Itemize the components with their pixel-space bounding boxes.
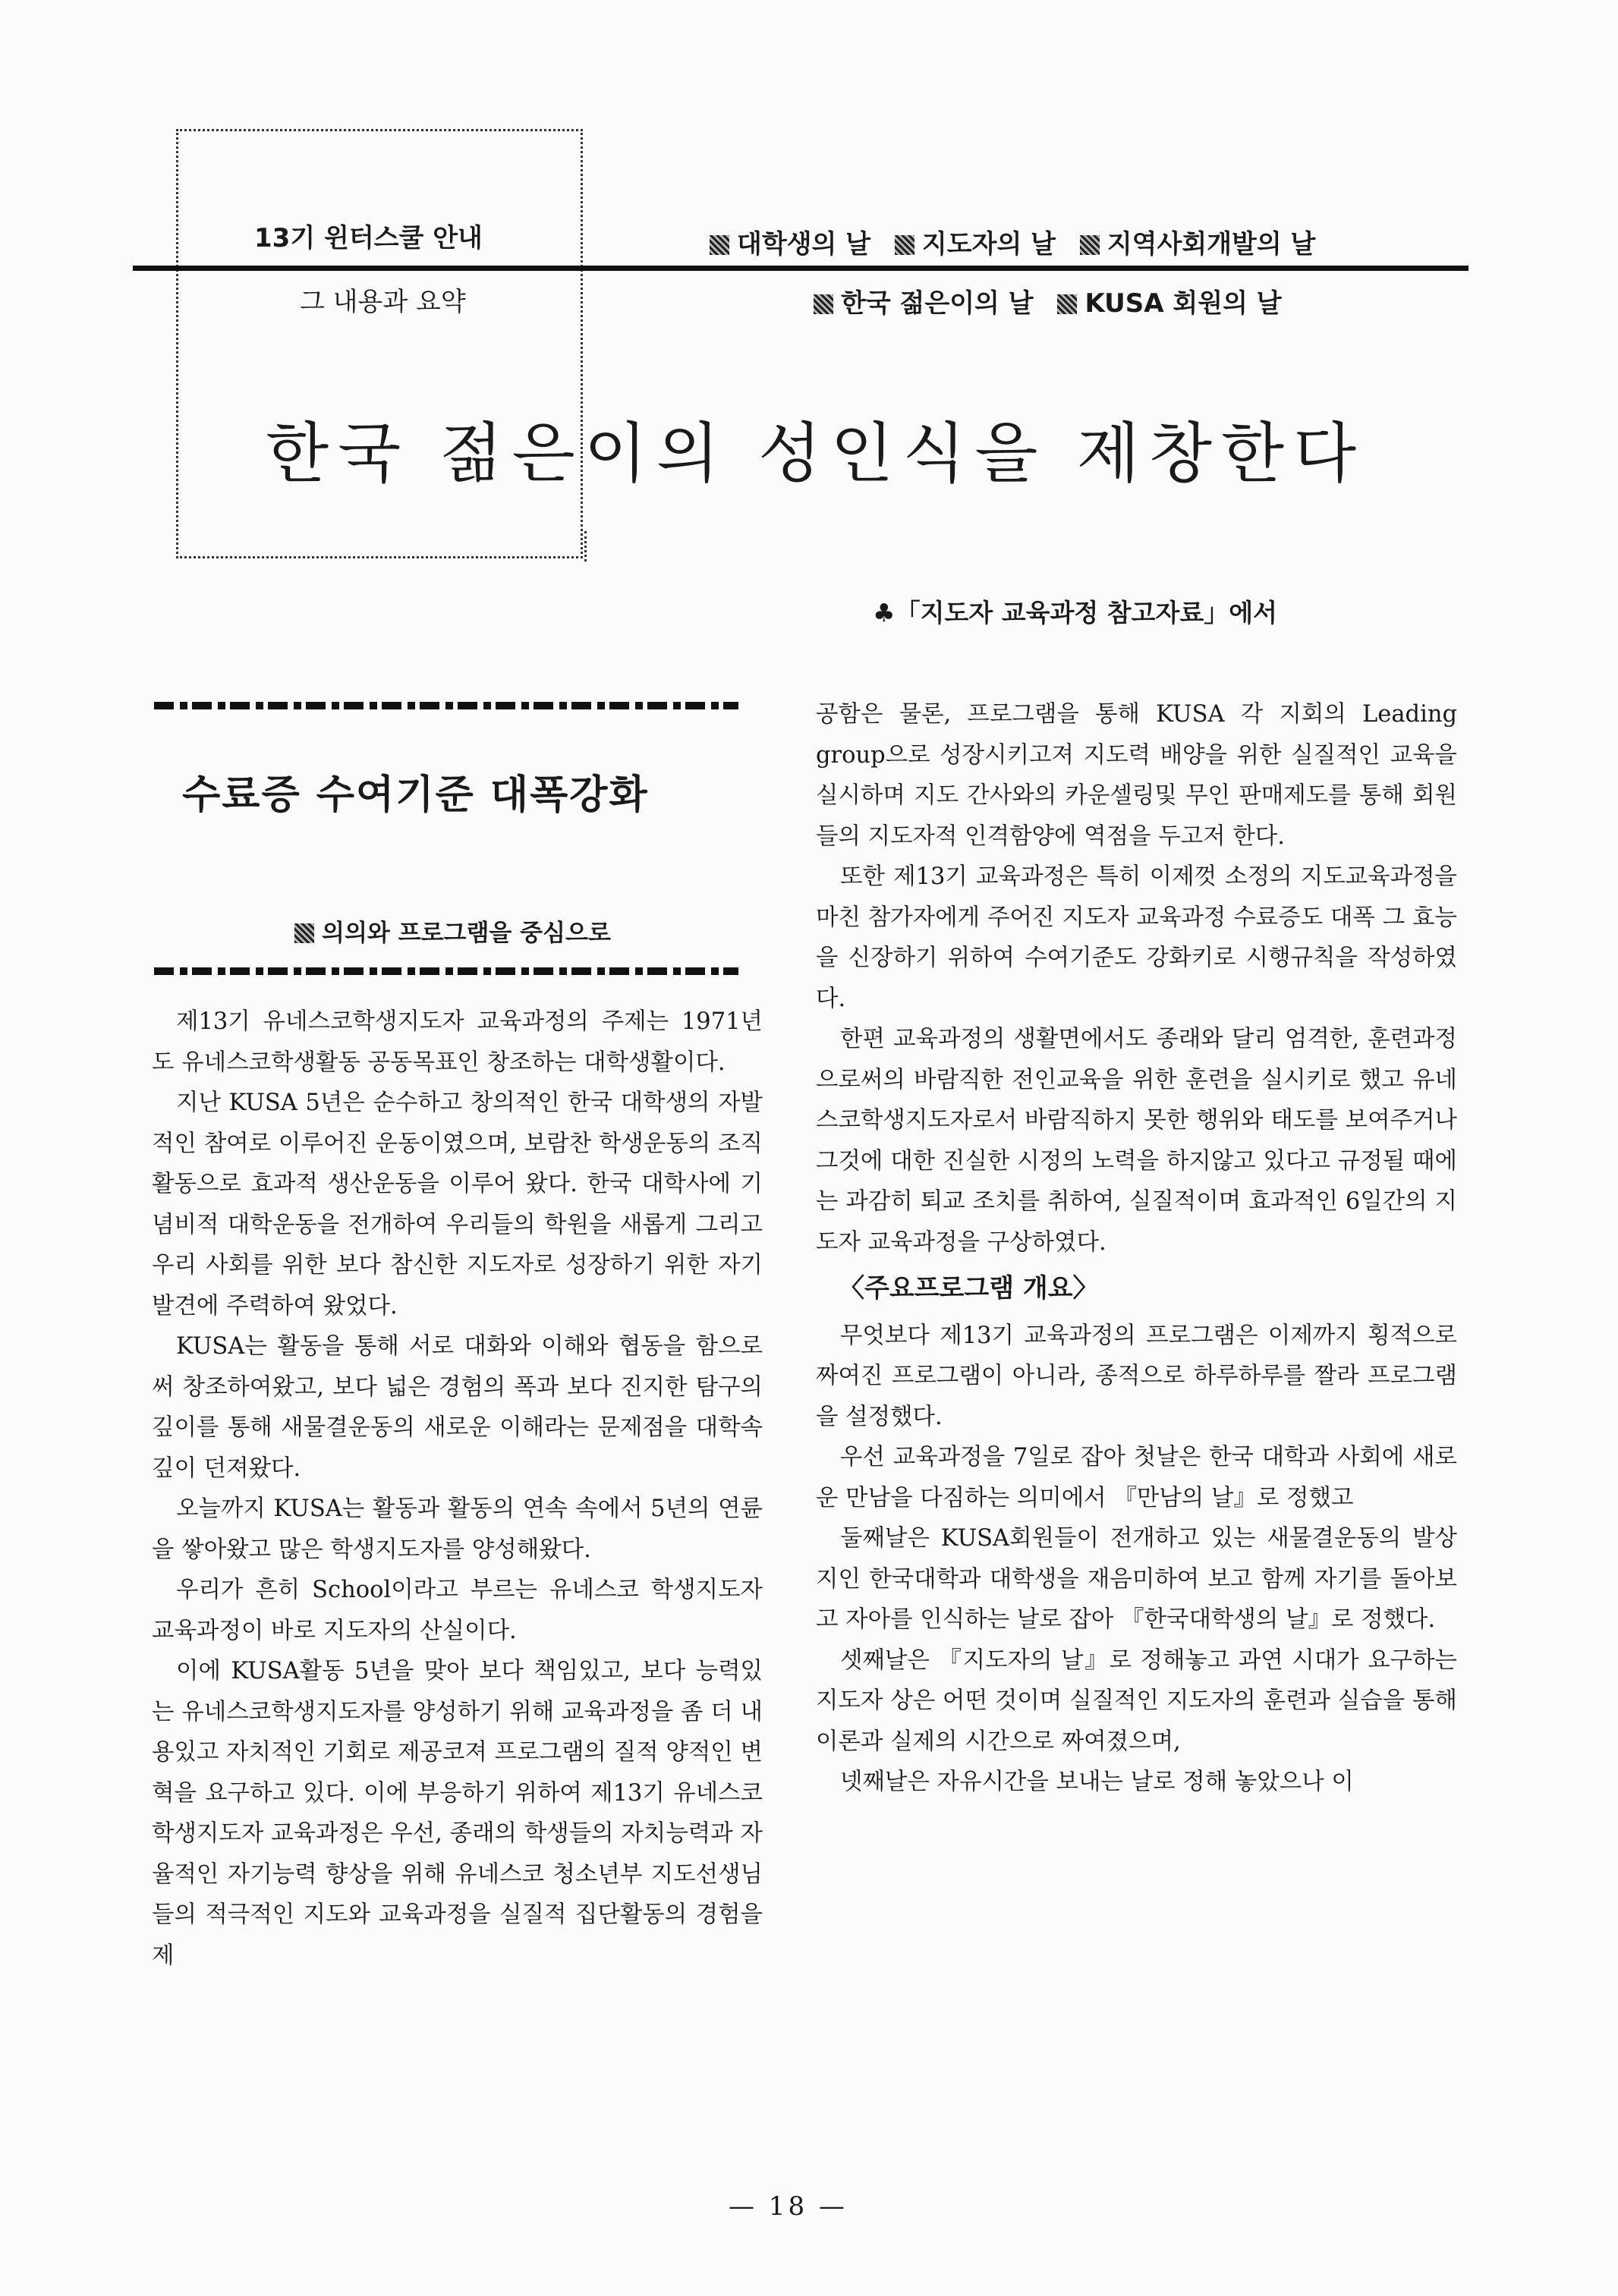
day-label: 지역사회개발의 날 — [1106, 229, 1316, 259]
right-body — [816, 694, 1457, 1803]
day-label: 한국 젊은이의 날 — [841, 288, 1034, 319]
paragraph: 제13기 유네스코학생지도자 교육과정의 주제는 1971년도 유네스코학생활동 공동목표인 창조하는 대학생활이다. — [152, 1008, 763, 1076]
paragraph: 또한 제13기 교육과정은 특히 이제껏 소정의 지도교육과정을 마친 참가자에게 주어진 지도자 교육과정 수료증도 대폭 그 효능을 신장하기 위하여 수여기준도 강화키로 시행규칙을 작성하였다. — [816, 863, 1457, 1012]
bullet-square-icon — [895, 235, 914, 255]
box-title: 13기 윈터스쿨 안내 — [254, 223, 483, 253]
paragraph: 무엇보다 제13기 교육과정의 프로그램은 이제까지 횡적으로 짜여진 프로그램이 아니라, 종적으로 하루하루를 짤라 프로그램을 설정했다. — [816, 1322, 1457, 1430]
paragraph: 이에 KUSA활동 5년을 맞아 보다 책임있고, 보다 능력있는 유네스코학생지도자를 양성하기 위해 교육과정을 좀 더 내용있고 자치적인 기회로 제공코져 프로그램의 질적 양적인 변혁을 요구하고 있다. 이에 부응하기 위하여 제13기 유네스코 학생지도자 교육과정은 우선, 종래의 학생들의 자치능력과 자율적인 자기능력 향상을 위해 유네스코 청소년부 지도선생님들의 적극적인 지도와 교육과정을 실질적 집단활동의 경험을 제 — [152, 1658, 763, 1969]
left-body — [152, 1002, 763, 1976]
header-rule — [133, 266, 1468, 271]
paragraph: 지난 KUSA 5년은 순수하고 창의적인 한국 대학생의 자발적인 참여로 이루어진 운동이였으며, 보람찬 학생운동의 조직 활동으로 효과적 생산운동을 이루어 왔다. 한국 대학사에 기념비적 대학운동을 전개하여 우리들의 학원을 새롭게 그리고 우리 사회를 위한 보다 참신한 지도자로 성장하기 위한 자기 발견에 주력하여 왔었다. — [152, 1090, 763, 1319]
bullet-square-icon — [814, 294, 833, 314]
source-note: ♣「지도자 교육과정 참고자료」에서 — [873, 598, 1277, 627]
header-frame-tick — [584, 531, 590, 561]
left-heading: 수료증 수여기준 대폭강화 — [182, 772, 649, 818]
paragraph: 우선 교육과정을 7일로 잡아 첫날은 한국 대학과 사회에 새로운 만남을 다짐하는 의미에서 『만남의 날』로 정했고 — [816, 1444, 1457, 1511]
paragraph: 우리가 흔히 School이라고 부르는 유네스코 학생지도자 교육과정이 바로 지도자의 산실이다. — [152, 1577, 763, 1644]
paragraph: 넷째날은 자유시간을 보내는 날로 정해 놓았으나 이 — [840, 1769, 1354, 1795]
days-row-1 — [710, 223, 1315, 260]
paragraph: 공함은 물론, 프로그램을 통해 KUSA 각 지회의 Leading group으로 성장시키고져 지도력 배양을 위한 실질적인 교육을 실시하며 지도 간사와의 카운셀링및 무인 판매제도를 통해 회원들의 지도자적 인격함양에 역점을 두고저 한다. — [816, 701, 1457, 850]
bullet-square-icon — [294, 923, 314, 943]
days-row-2 — [814, 282, 1282, 319]
box-subtitle: 그 내용과 요약 — [300, 287, 466, 317]
program-heading: 〈주요프로그램 개요〉 — [839, 1273, 1099, 1304]
left-subheading — [294, 914, 611, 948]
page-number: — 18 — — [729, 2191, 848, 2222]
bullet-square-icon — [1080, 235, 1100, 255]
paragraph: KUSA는 활동을 통해 서로 대화와 이해와 협동을 함으로써 창조하여왔고, 보다 넓은 경험의 폭과 보다 진지한 탐구의 깊이를 통해 새물결운동의 새로운 이해라는 문제점을 대학속 깊이 던져왔다. — [152, 1333, 763, 1482]
day-label: 지도자의 날 — [921, 229, 1056, 259]
bullet-square-icon — [710, 235, 729, 255]
subheading-text: 의의와 프로그램을 중심으로 — [322, 920, 611, 947]
left-mid-divider — [154, 967, 738, 975]
bullet-square-icon — [1057, 294, 1077, 314]
paragraph: 셋째날은 『지도자의 날』로 정해놓고 과연 시대가 요구하는 지도자 상은 어떤 것이며 실질적인 지도자의 훈련과 실습을 통해 이론과 실제의 시간으로 짜여졌으며, — [816, 1647, 1457, 1755]
left-top-divider — [154, 702, 738, 709]
paragraph: 둘째날은 KUSA회원들이 전개하고 있는 새물결운동의 발상지인 한국대학과 대학생을 재음미하여 보고 함께 자기를 돌아보고 자아를 인식하는 날로 잡아 『한국대학생의 날』로 정했다. — [816, 1525, 1457, 1633]
day-label: KUSA 회원의 날 — [1084, 288, 1282, 319]
main-title: 한국 젊은이의 성인식을 제창한다 — [266, 416, 1366, 492]
day-label: 대학생의 날 — [737, 229, 871, 259]
paragraph: 한편 교육과정의 생활면에서도 종래와 달리 엄격한, 훈련과정으로써의 바람직한 전인교육을 위한 훈련을 실시키로 했고 유네스코학생지도자로서 바람직하지 못한 행위와 태도를 보여주거나 그것에 대한 진실한 시정의 노력을 하지않고 있다고 규정될 때에는 과감히 퇴교 조치를 취하여, 실질적이며 효과적인 6일간의 지도자 교육과정을 구상하였다. — [816, 1026, 1457, 1256]
paragraph: 오늘까지 KUSA는 활동과 활동의 연속 속에서 5년의 연륜을 쌓아왔고 많은 학생지도자를 양성해왔다. — [152, 1496, 763, 1563]
